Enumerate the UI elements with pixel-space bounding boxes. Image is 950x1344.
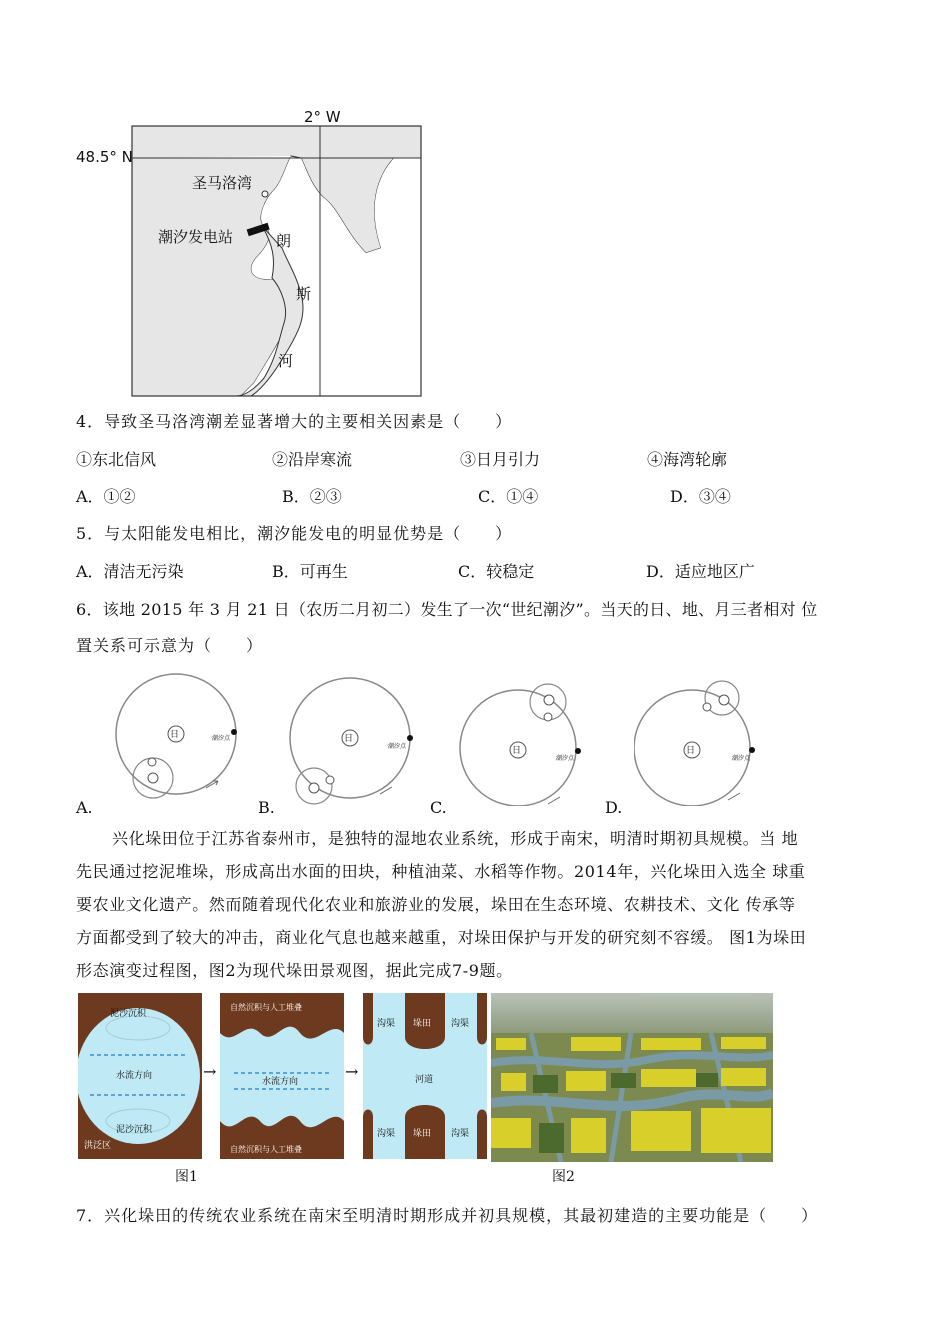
- q6-label-b[interactable]: B.: [258, 798, 275, 817]
- fig1-p2-bot: 自然沉积与人工堆叠: [230, 1145, 302, 1154]
- sun-label-a: 日: [170, 730, 180, 740]
- q5-choice-a[interactable]: A．清洁无污染: [76, 562, 184, 581]
- q4-factor-2: ②沿岸寒流: [272, 450, 353, 469]
- longitude-label: 2° W: [304, 108, 341, 126]
- sun-label-c: 日: [512, 746, 522, 756]
- sun-label-b: 日: [344, 734, 354, 744]
- tidal-map: [76, 108, 436, 402]
- passage-line-2: 先民通过挖泥堆垛，形成高出水面的田块，种植油菜、水稻等作物。2014年，兴化垛田入选全 球重: [76, 862, 806, 881]
- fig1-panel-1: [78, 993, 202, 1159]
- passage-line-5: 形态演变过程图，图2为现代垛田景观图，据此完成7-9题。: [76, 961, 513, 980]
- fig1-p3-top-right: 沟渠: [451, 1019, 470, 1029]
- bay-label: 圣马洛湾: [192, 174, 253, 192]
- fig1-p3-mid: 河道: [415, 1075, 434, 1085]
- station-label: 潮汐发电站: [158, 228, 234, 246]
- orbit-diagram-a[interactable]: [108, 670, 248, 800]
- fig1-arrow-2: →: [345, 1062, 359, 1081]
- fig1-panel-2: [220, 993, 344, 1159]
- q5-choice-d[interactable]: D．适应地区广: [646, 562, 755, 581]
- q4-stem: 4．导致圣马洛湾潮差显著增大的主要相关因素是（ ）: [76, 412, 513, 431]
- latitude-label: 48.5° N: [76, 148, 133, 166]
- orbit-diagram-b[interactable]: [284, 676, 424, 806]
- point-label-d: 潮汐点: [732, 755, 751, 762]
- q6-stem-line2: 置关系可示意为（ ）: [76, 636, 264, 655]
- fig1-p3-top-left: 沟渠: [377, 1019, 396, 1029]
- q5-choice-c[interactable]: C．较稳定: [458, 562, 535, 581]
- fig1-p1-top: 泥沙沉积: [110, 1009, 147, 1019]
- q4-choice-d[interactable]: D．③④: [670, 487, 731, 506]
- q4-factor-1: ①东北信风: [76, 450, 157, 469]
- q5-stem: 5．与太阳能发电相比，潮汐能发电的明显优势是（ ）: [76, 524, 513, 543]
- river-label-1: 朗: [276, 232, 292, 250]
- orbit-diagram-d[interactable]: [634, 676, 774, 806]
- fig1-p3-top-mid: 垛田: [413, 1019, 432, 1029]
- q7-stem: 7．兴化垛田的传统农业系统在南宋至明清时期形成并初具规模，其最初建造的主要功能是（ ）: [76, 1206, 819, 1225]
- passage-line-3: 要农业文化遗产。然而随着现代化农业和旅游业的发展，垛田在生态环境、农耕技术、文化 传承等: [76, 895, 796, 914]
- fig1-panel-3: [363, 993, 487, 1159]
- passage-line-1: 兴化垛田位于江苏省泰州市，是独特的湿地农业系统，形成于南宋，明清时期初具规模。当 地: [112, 829, 799, 848]
- point-label-b: 潮汐点: [388, 743, 407, 750]
- fig1-p1-corner: 洪泛区: [84, 1141, 112, 1151]
- point-label-c: 潮汐点: [556, 755, 575, 762]
- point-label-a: 潮汐点: [212, 735, 231, 742]
- river-label-3: 河: [278, 352, 294, 370]
- q4-factor-4: ④海湾轮廓: [647, 450, 728, 469]
- river-label-2: 斯: [296, 285, 312, 303]
- q6-label-a[interactable]: A.: [76, 798, 93, 817]
- q4-choice-b[interactable]: B．②③: [282, 487, 342, 506]
- fig1-caption: 图1: [175, 1169, 198, 1185]
- fig2-photo: [491, 993, 773, 1162]
- fig1-p1-mid: 水流方向: [116, 1071, 153, 1081]
- fig1-p2-mid: 水流方向: [262, 1077, 299, 1087]
- q5-choice-b[interactable]: B．可再生: [272, 562, 348, 581]
- q4-factor-3: ③日月引力: [460, 450, 541, 469]
- passage-line-4: 方面都受到了较大的冲击，商业化气息也越来越重，对垛田保护与开发的研究刻不容缓。 图1为垛田: [76, 928, 807, 947]
- fig1-p1-bot: 泥沙沉积: [116, 1125, 153, 1135]
- q4-choice-a[interactable]: A．①②: [76, 487, 136, 506]
- fig1-p3-bot-left: 沟渠: [377, 1129, 396, 1139]
- fig1-arrow-1: →: [203, 1062, 217, 1081]
- q6-label-d[interactable]: D.: [605, 798, 623, 817]
- sun-label-d: 日: [686, 746, 696, 756]
- fig1-p2-top: 自然沉积与人工堆叠: [230, 1003, 302, 1012]
- q4-choice-c[interactable]: C．①④: [478, 487, 539, 506]
- fig1-p3-bot-mid: 垛田: [413, 1129, 432, 1139]
- town-marker: [262, 191, 268, 197]
- q6-stem-line1: 6．该地 2015 年 3 月 21 日（农历二月初二）发生了一次“世纪潮汐”。当天的日、地、月三者相对 位: [76, 600, 818, 619]
- fig2-caption: 图2: [552, 1169, 575, 1185]
- fig1-p3-bot-right: 沟渠: [451, 1129, 470, 1139]
- orbit-diagram-c[interactable]: [458, 676, 598, 806]
- q6-label-c[interactable]: C.: [430, 798, 447, 817]
